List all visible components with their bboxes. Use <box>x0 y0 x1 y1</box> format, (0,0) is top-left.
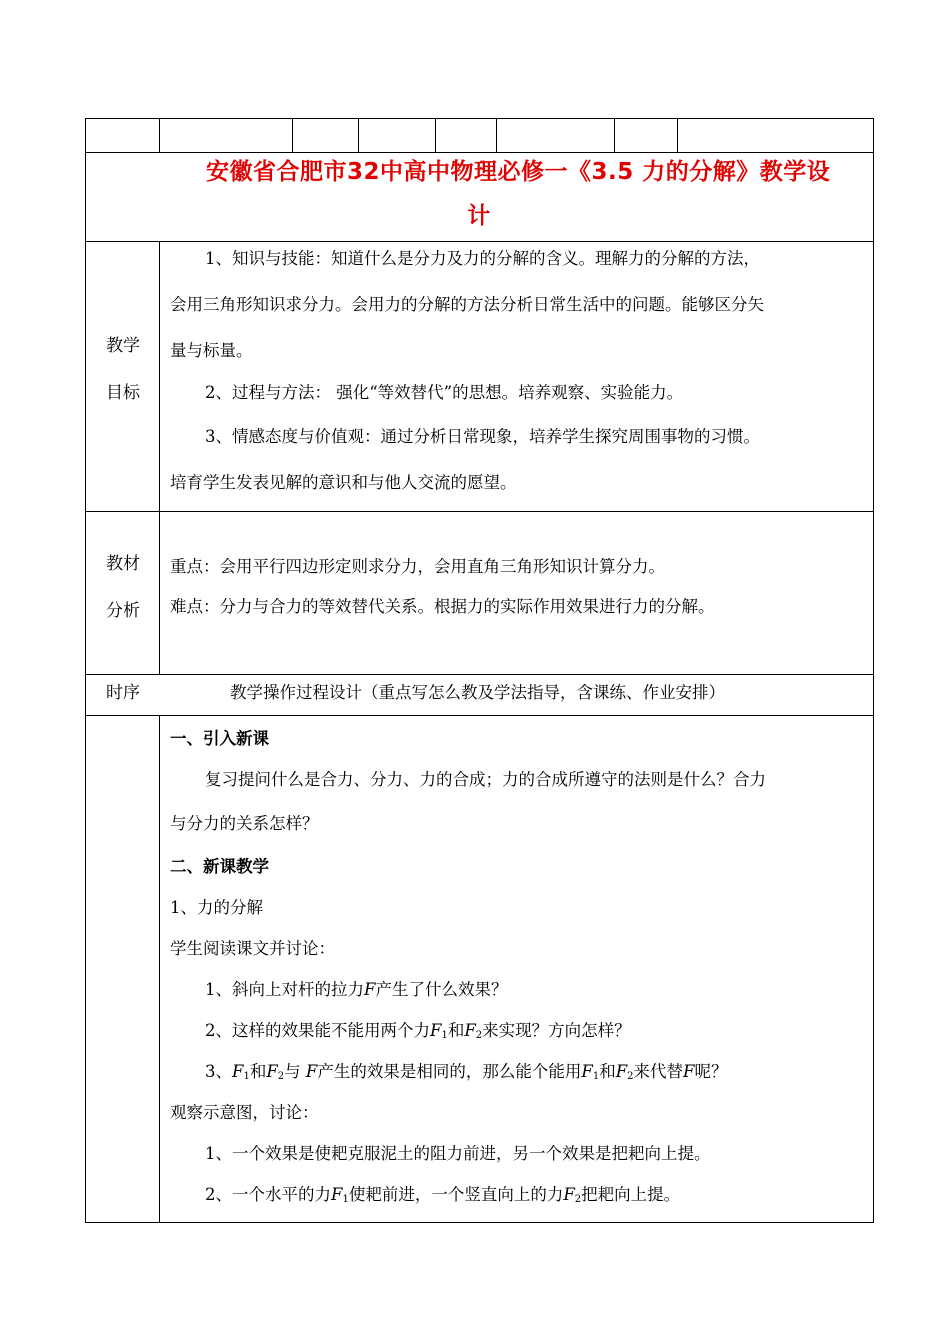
table-row-divider <box>85 511 874 512</box>
question-3: 3、F1和F2与 F产生的效果是相同的，那么能个能用F1和F2来代替F呢？ <box>205 1062 728 1082</box>
title-line-1: 安徽省合肥市32中高中物理必修一《3.5 力的分解》教学设 <box>206 159 831 185</box>
question-1: 1、斜向上对杆的拉力F产生了什么效果？ <box>205 980 508 999</box>
section-heading-intro: 一、引入新课 <box>170 729 269 748</box>
difficulty: 难点：分力与合力的等效替代关系。根据力的实际作用效果进行力的分解。 <box>170 597 715 616</box>
table-border-right <box>873 118 874 1223</box>
reading-instruction: 学生阅读课文并讨论： <box>170 939 335 958</box>
table-column-divider <box>614 118 615 152</box>
objective-3-line1: 3、情感态度与价值观：通过分析日常现象，培养学生探究周围事物的习惯。 <box>205 427 760 446</box>
table-column-divider <box>677 118 678 152</box>
observe-instruction: 观察示意图，讨论： <box>170 1103 319 1122</box>
sequence-label: 时序 <box>106 683 140 703</box>
answer-1: 1、一个效果是使耙克服泥土的阻力前进，另一个效果是把耙向上提。 <box>205 1144 711 1163</box>
question-2: 2、这样的效果能不能用两个力F1和F2来实现？方向怎样？ <box>205 1021 631 1041</box>
document-title <box>86 150 872 238</box>
answer-2: 2、一个水平的力F1使耙前进，一个竖直向上的力F2把耙向上提。 <box>205 1185 681 1205</box>
section-heading-new: 二、新课教学 <box>170 857 269 876</box>
table-column-divider <box>358 118 359 152</box>
table-column-divider <box>435 118 436 152</box>
objectives-label-line2: 目标 <box>106 383 140 403</box>
objective-1-line2: 会用三角形知识求分力。会用力的分解的方法分析日常生活中的问题。能够区分矢 <box>170 295 764 314</box>
objectives-label <box>86 323 160 417</box>
title-line-2: 计 <box>467 203 491 229</box>
analysis-label-line2: 分析 <box>106 601 140 621</box>
sequence-header: 教学操作过程设计（重点写怎么教及学法指导，含课练、作业安排） <box>230 683 725 702</box>
subsection-decomposition: 1、力的分解 <box>170 898 263 917</box>
table-column-divider <box>292 118 293 152</box>
objective-2: 2、过程与方法： 强化“等效替代”的思想。培养观察、实验能力。 <box>205 383 684 402</box>
key-point: 重点：会用平行四边形定则求分力，会用直角三角形知识计算分力。 <box>170 557 665 576</box>
objective-3-line2: 培育学生发表见解的意识和与他人交流的愿望。 <box>170 473 517 492</box>
table-border-top <box>85 118 874 119</box>
objective-1-line3: 量与标量。 <box>170 341 253 360</box>
analysis-label-line1: 教材 <box>106 554 140 574</box>
objectives-label-line1: 教学 <box>106 336 140 356</box>
table-column-divider <box>159 118 160 152</box>
table-label-column-divider <box>159 715 160 1223</box>
analysis-label <box>86 541 160 635</box>
review-line1: 复习提问什么是合力、分力、力的合成；力的合成所遵守的法则是什么？合力 <box>205 770 766 789</box>
objective-1-line1: 1、知识与技能：知道什么是分力及力的分解的含义。理解力的分解的方法， <box>205 249 760 268</box>
review-line2: 与分力的关系怎样？ <box>170 814 319 833</box>
table-column-divider <box>496 118 497 152</box>
